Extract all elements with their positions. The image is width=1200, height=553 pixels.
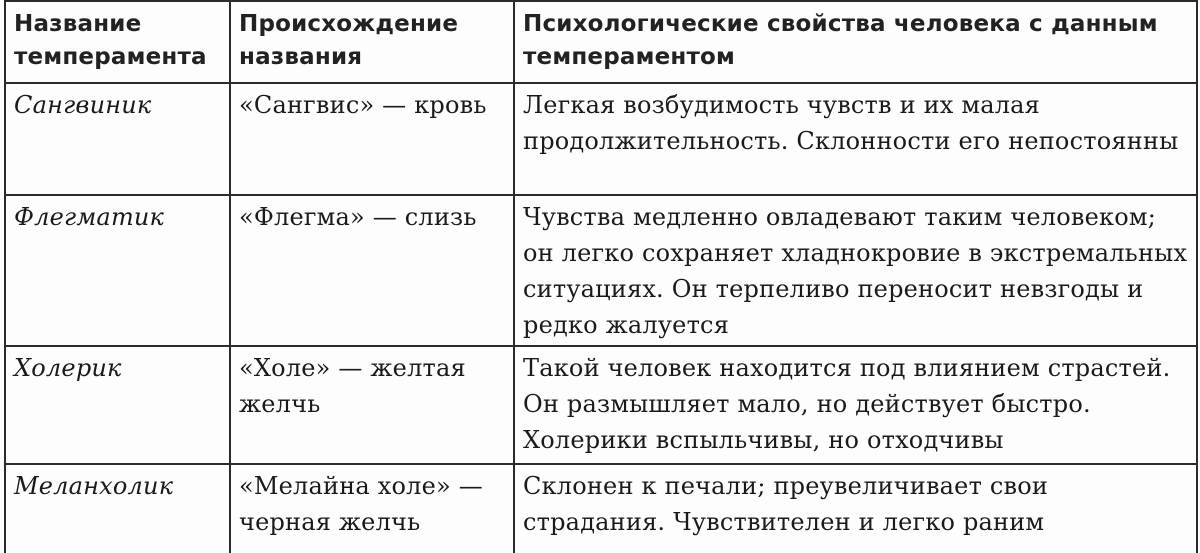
temperament-name-cell <box>5 346 230 464</box>
origin-text: «Мелайна холе» — черная желчь <box>239 472 483 536</box>
temperament-name: Меланхолик <box>14 472 174 500</box>
temperament-name-cell <box>5 195 230 346</box>
temperament-name: Холерик <box>14 354 122 382</box>
properties-text: Склонен к печали; преувеличивает свои страдания. Чувствителен и легко раним <box>523 472 1049 536</box>
origin-text: «Холе» — желтая желчь <box>239 354 466 418</box>
properties-text: Легкая возбудимость чувств и их малая продолжительность. Склонности его непостоянны <box>523 91 1179 155</box>
properties-cell <box>514 195 1197 346</box>
header-properties-label: Психологические свойства человека с данным темпераментом <box>523 11 1158 70</box>
origin-cell <box>230 346 514 464</box>
origin-text: «Флегма» — слизь <box>239 203 477 231</box>
origin-cell <box>230 83 514 195</box>
origin-text: «Сангвис» — кровь <box>239 91 487 119</box>
header-properties <box>514 1 1197 83</box>
table-row <box>5 346 1197 464</box>
temperament-name: Сангвиник <box>14 91 152 119</box>
temperament-name-cell <box>5 464 230 553</box>
properties-cell <box>514 83 1197 195</box>
properties-cell <box>514 464 1197 553</box>
header-name-label: Название темперамента <box>14 11 207 70</box>
temperament-name-cell <box>5 83 230 195</box>
properties-text: Такой человек находится под влиянием страстей. Он размышляет мало, но действует быстро. Холерики вспыльчивы, но отходчивы <box>523 354 1171 454</box>
temperament-name: Флегматик <box>14 203 165 231</box>
header-row <box>5 1 1197 83</box>
properties-text: Чувства медленно овладевают таким человеком; он легко сохраняет хладнокровие в экстремальных ситуациях. Он терпеливо переносит невзгоды и редко жалуется <box>523 203 1188 339</box>
origin-cell <box>230 195 514 346</box>
header-name <box>5 1 230 83</box>
table-row <box>5 195 1197 346</box>
table-header <box>5 1 1197 83</box>
header-origin-label: Происхождение названия <box>239 11 459 70</box>
table-row <box>5 464 1197 553</box>
header-origin <box>230 1 514 83</box>
temperament-table <box>4 0 1198 553</box>
table-row <box>5 83 1197 195</box>
table-body <box>5 83 1197 553</box>
origin-cell <box>230 464 514 553</box>
properties-cell <box>514 346 1197 464</box>
